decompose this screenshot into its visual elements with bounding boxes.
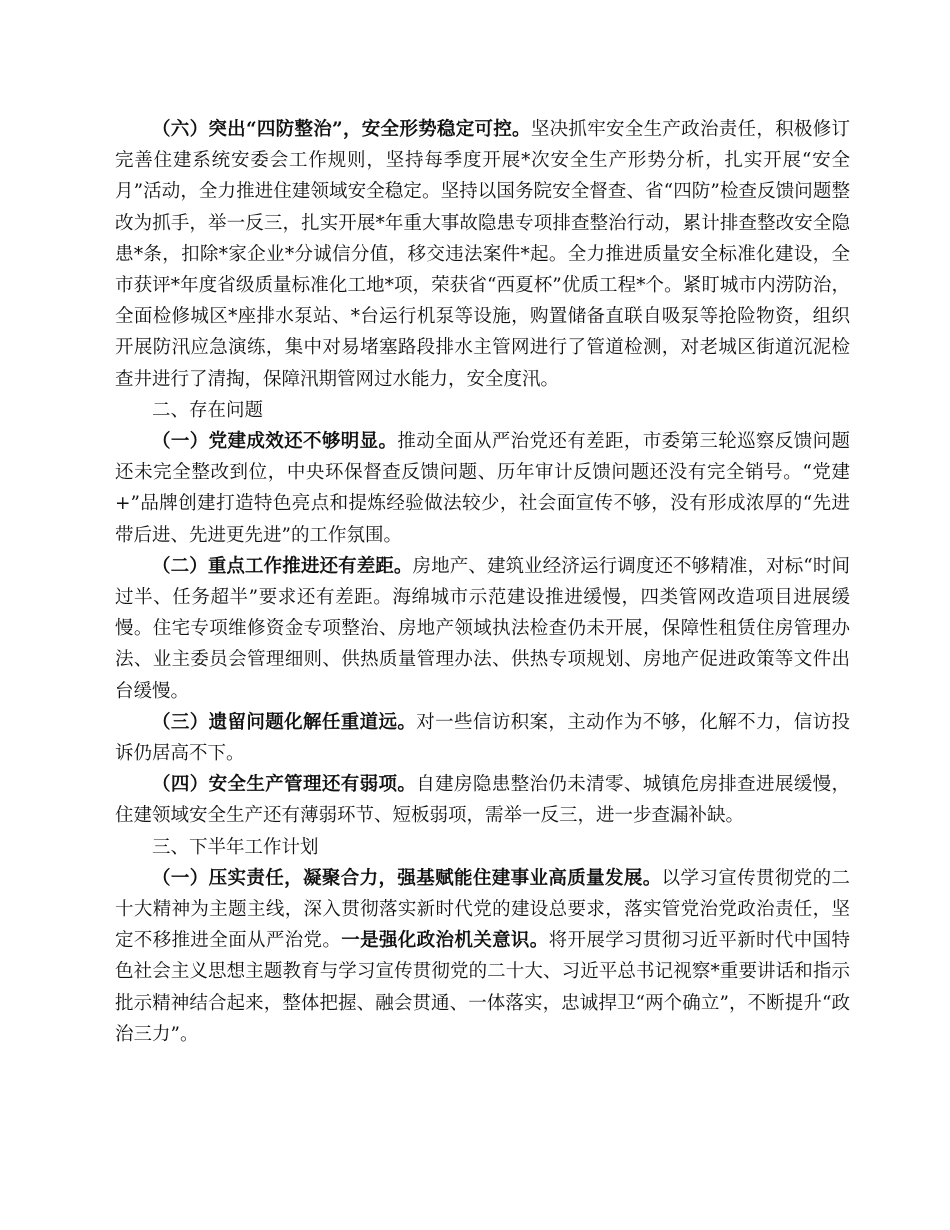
paragraph-sub-text: 将开展学习贯彻习近平新时代中国特色社会主义思想主题教育与学习宣传贯彻党的二十大、习近平总书记视察*重要讲话和指示批示精神结合起来，整体把握、融会贯通、一体落实，忠诚捍卫“两个确立”，不断提升“政治三力”。: [115, 930, 850, 1045]
paragraph-lead: （六）突出“四防整治”，安全形势稳定可控。: [152, 119, 531, 140]
paragraph-text: 对一些信访积案，主动作为不够，化解不力，信访投诉仍居高不下。: [115, 711, 850, 765]
section-heading-problems: 二、存在问题: [152, 399, 264, 421]
paragraph-lead: （三）遗留问题化解任重道远。: [152, 711, 417, 733]
paragraph-lead: （二）重点工作推进还有差距。: [152, 555, 413, 577]
paragraph-text: 以学习宣传贯彻党的二十大精神为主题主线，深入贯彻落实新时代党的建设总要求，落实管党治党政治责任，坚定不移推进全面从严治党。: [115, 867, 850, 952]
paragraph-lead: （四）安全生产管理还有弱项。: [152, 774, 417, 796]
paragraph-lead: （一）党建成效还不够明显。: [152, 431, 398, 453]
section-heading-work-plan: 三、下半年工作计划: [152, 836, 319, 858]
paragraph-text: 坚决抓牢安全生产政治责任，积极修订完善住建系统安委会工作规则，坚持每季度开展*次安全生产形势分析，扎实开展“安全月”活动，全力推进住建领域安全稳定。坚持以国务院安全督查、省“四防”检查反馈问题整改为抓手，举一反三，扎实开展*年重大事故隐患专项排查整治行动，累计排查整改安全隐患*条，扣除*家企业*分诚信分值，移交违法案件*起。全力推进质量安全标准化建设，全市获评*年度省级质量标准化工地*项，荣获省“西夏杯”优质工程*个。紧盯城市内涝防治，全面检修城区*座排水泵站、*台运行机泵等设施，购置储备直联自吸泵等抢险物资，组织开展防汛应急演练，集中对易堵塞路段排水主管网进行了管道检测，对老城区街道沉泥检查井进行了清掏，保障汛期管网过水能力，安全度汛。: [115, 119, 850, 390]
paragraph-sub-lead: 一是强化政治机关意识。: [341, 930, 549, 952]
paragraph-responsibility: [115, 863, 850, 1050]
paragraph-legacy-issues: [115, 707, 850, 769]
paragraph-party-building: [115, 426, 850, 551]
paragraph-key-work: [115, 551, 850, 707]
document-body: [115, 114, 850, 1050]
paragraph-text: 推动全面从严治党还有差距，市委第三轮巡察反馈问题还未完全整改到位，中央环保督查反馈问题、历年审计反馈问题还没有完全销号。“党建+”品牌创建打造特色亮点和提炼经验做法较少，社会面宣传不够，没有形成浓厚的“先进带后进、先进更先进”的工作氛围。: [115, 431, 850, 546]
paragraph-safety-management: [115, 769, 850, 831]
paragraph-lead: （一）压实责任，凝聚合力，强基赋能住建事业高质量发展。: [152, 867, 662, 889]
paragraph-text: 自建房隐患整治仍未清零、城镇危房排查进展缓慢，住建领域安全生产还有薄弱环节、短板弱项，需举一反三，进一步查漏补缺。: [115, 774, 850, 827]
paragraph-text: 房地产、建筑业经济运行调度还不够精准，对标“时间过半、任务超半”要求还有差距。海绵城市示范建设推进缓慢，四类管网改造项目进展缓慢。住宅专项维修资金专项整治、房地产领域执法检查仍未开展，保障性租赁住房管理办法、业主委员会管理细则、供热质量管理办法、供热专项规划、房地产促进政策等文件出台缓慢。: [115, 555, 850, 702]
paragraph-four-prevention: [115, 114, 850, 395]
